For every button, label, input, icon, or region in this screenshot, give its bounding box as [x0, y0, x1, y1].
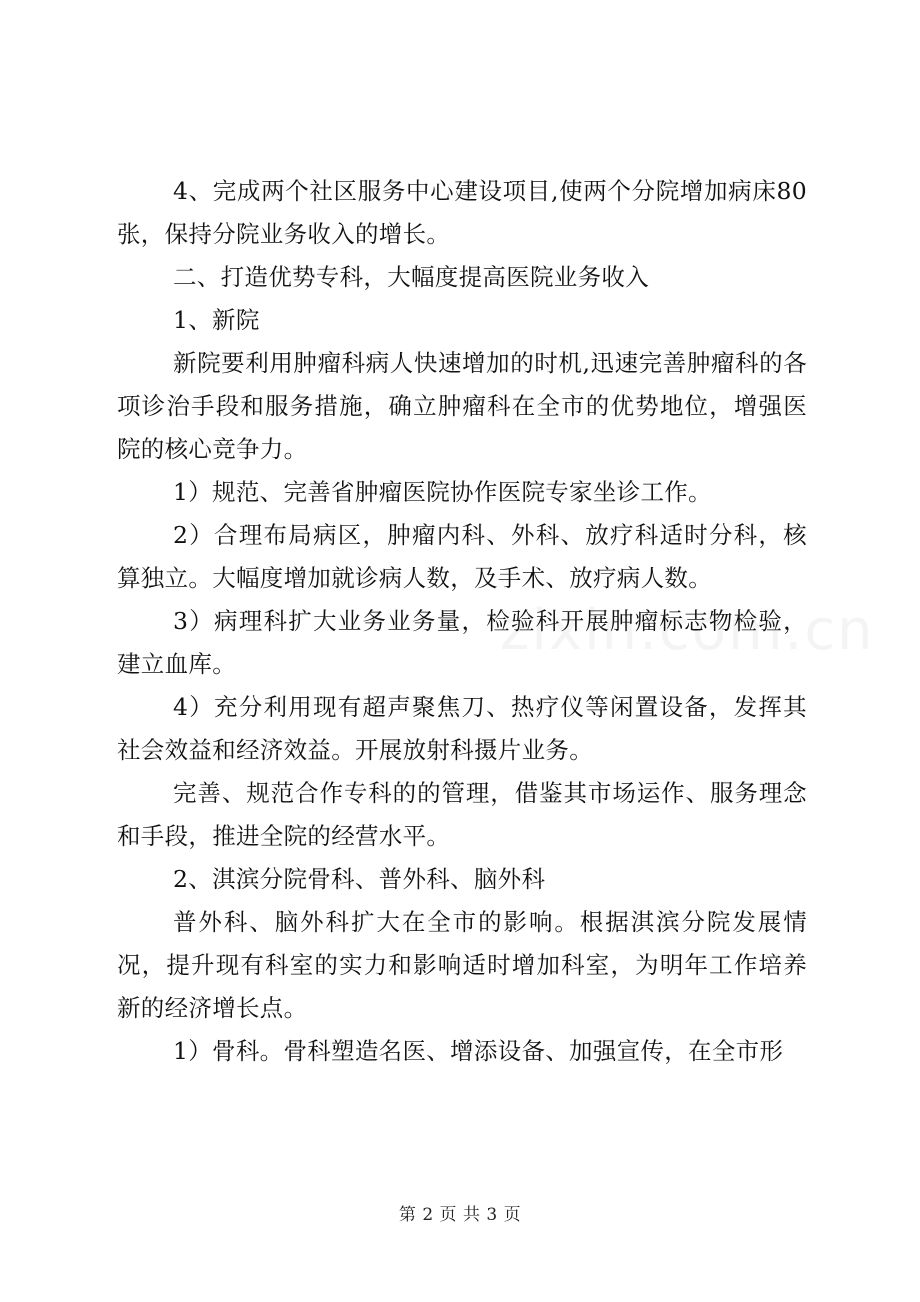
paragraph: 新院要利用肿瘤科病人快速增加的时机,迅速完善肿瘤科的各项诊治手段和服务措施，确立肿瘤科在全市的优势地位，增强医院的核心竞争力。	[117, 349, 807, 463]
subsection-heading: 2、淇滨分院骨科、普外科、脑外科	[173, 865, 546, 893]
list-item: 1）骨科。骨科塑造名医、增添设备、加强宣传，在全市形	[173, 1037, 784, 1065]
section-heading: 二、打造优势专科，大幅度提高医院业务收入	[173, 263, 649, 291]
list-item: 4）充分利用现有超声聚焦刀、热疗仪等闲置设备，发挥其社会效益和经济效益。开展放射科摄片业务。	[117, 693, 807, 764]
paragraph: 完善、规范合作专科的的管理，借鉴其市场运作、服务理念和手段，推进全院的经营水平。	[117, 779, 807, 850]
list-item: 3）病理科扩大业务业务量，检验科开展肿瘤标志物检验，建立血库。	[117, 607, 807, 678]
list-item: 1）规范、完善省肿瘤医院协作医院专家坐诊工作。	[173, 478, 712, 506]
paragraph: 4、完成两个社区服务中心建设项目,使两个分院增加病床80张，保持分院业务收入的增长。	[117, 177, 807, 248]
page-footer: 第 2 页 共 3 页	[398, 1205, 522, 1225]
subsection-heading: 1、新院	[173, 306, 260, 334]
watermark	[500, 598, 875, 663]
paragraph: 普外科、脑外科扩大在全市的影响。根据淇滨分院发展情况，提升现有科室的实力和影响适时增加科室，为明年工作培养新的经济增长点。	[117, 908, 807, 1022]
list-item: 2）合理布局病区，肿瘤内科、外科、放疗科适时分科，核算独立。大幅度增加就诊病人数，及手术、放疗病人数。	[117, 521, 807, 592]
